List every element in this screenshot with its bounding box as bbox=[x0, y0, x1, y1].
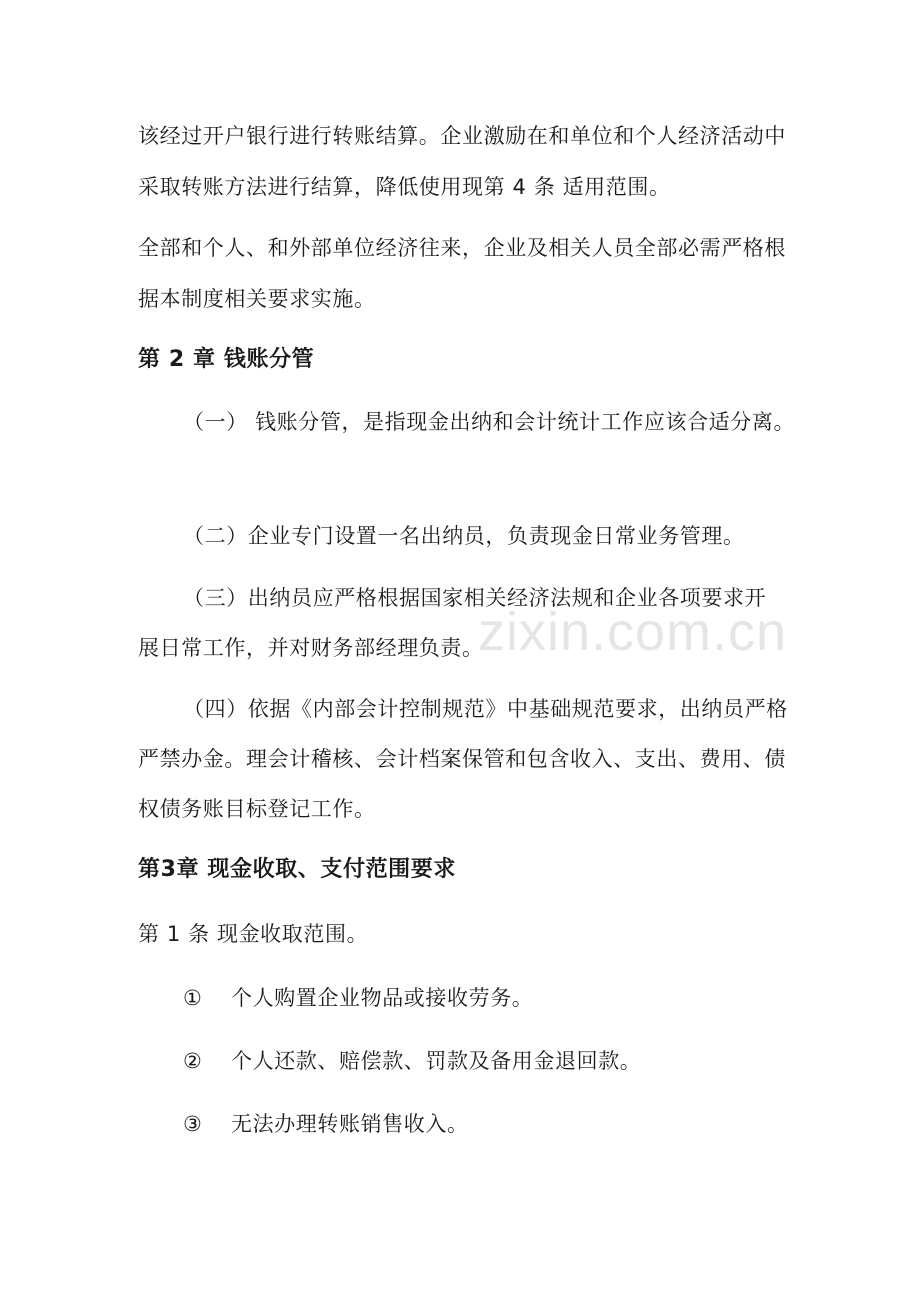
article-1: 第 1 条 现金收取范围。 bbox=[138, 922, 369, 946]
paragraph-1: （一） 钱账分管，是指现金出纳和会计统计工作应该合适分离。 bbox=[183, 410, 796, 434]
body-text-line: 该经过开户银行进行转账结算。企业激励在和单位和个人经济活动中 bbox=[138, 124, 786, 148]
chapter-3-heading: 第3章 现金收取、支付范围要求 bbox=[138, 857, 456, 882]
list-item bbox=[183, 1049, 641, 1073]
paragraph-2: （二）企业专门设置一名出纳员，负责现金日常业务管理。 bbox=[183, 524, 745, 548]
list-item-text: 无法办理转账销售收入。 bbox=[231, 1112, 469, 1136]
paragraph-4-line-2: 严禁办金。理会计稽核、会计档案保管和包含收入、支出、费用、债 bbox=[138, 747, 786, 771]
paragraph-4-line-3: 权债务账目标登记工作。 bbox=[138, 797, 376, 821]
list-item-text: 个人还款、赔偿款、罚款及备用金退回款。 bbox=[231, 1049, 642, 1073]
circled-number-2: ② bbox=[183, 1049, 203, 1073]
paragraph-3-line-2: 展日常工作，并对财务部经理负责。 bbox=[138, 636, 484, 660]
chapter-2-heading: 第 2 章 钱账分管 bbox=[138, 347, 315, 372]
list-item bbox=[183, 1112, 469, 1136]
watermark: zixin.com.cn bbox=[478, 602, 788, 662]
list-item bbox=[183, 986, 533, 1010]
paragraph-4-line-1: （四）依据《内部会计控制规范》中基础规范要求，出纳员严格 bbox=[183, 697, 788, 721]
list-item-text: 个人购置企业物品或接收劳务。 bbox=[231, 986, 534, 1010]
body-text-line: 全部和个人、和外部单位经济往来，企业及相关人员全部必需严格根 bbox=[138, 236, 786, 260]
paragraph-3-line-1: （三）出纳员应严格根据国家相关经济法规和企业各项要求开 bbox=[183, 586, 767, 610]
body-text-line: 据本制度相关要求实施。 bbox=[138, 287, 376, 311]
circled-number-1: ① bbox=[183, 986, 203, 1010]
body-text-line: 采取转账方法进行结算，降低使用现第 4 条 适用范围。 bbox=[138, 175, 671, 199]
circled-number-3: ③ bbox=[183, 1112, 203, 1136]
